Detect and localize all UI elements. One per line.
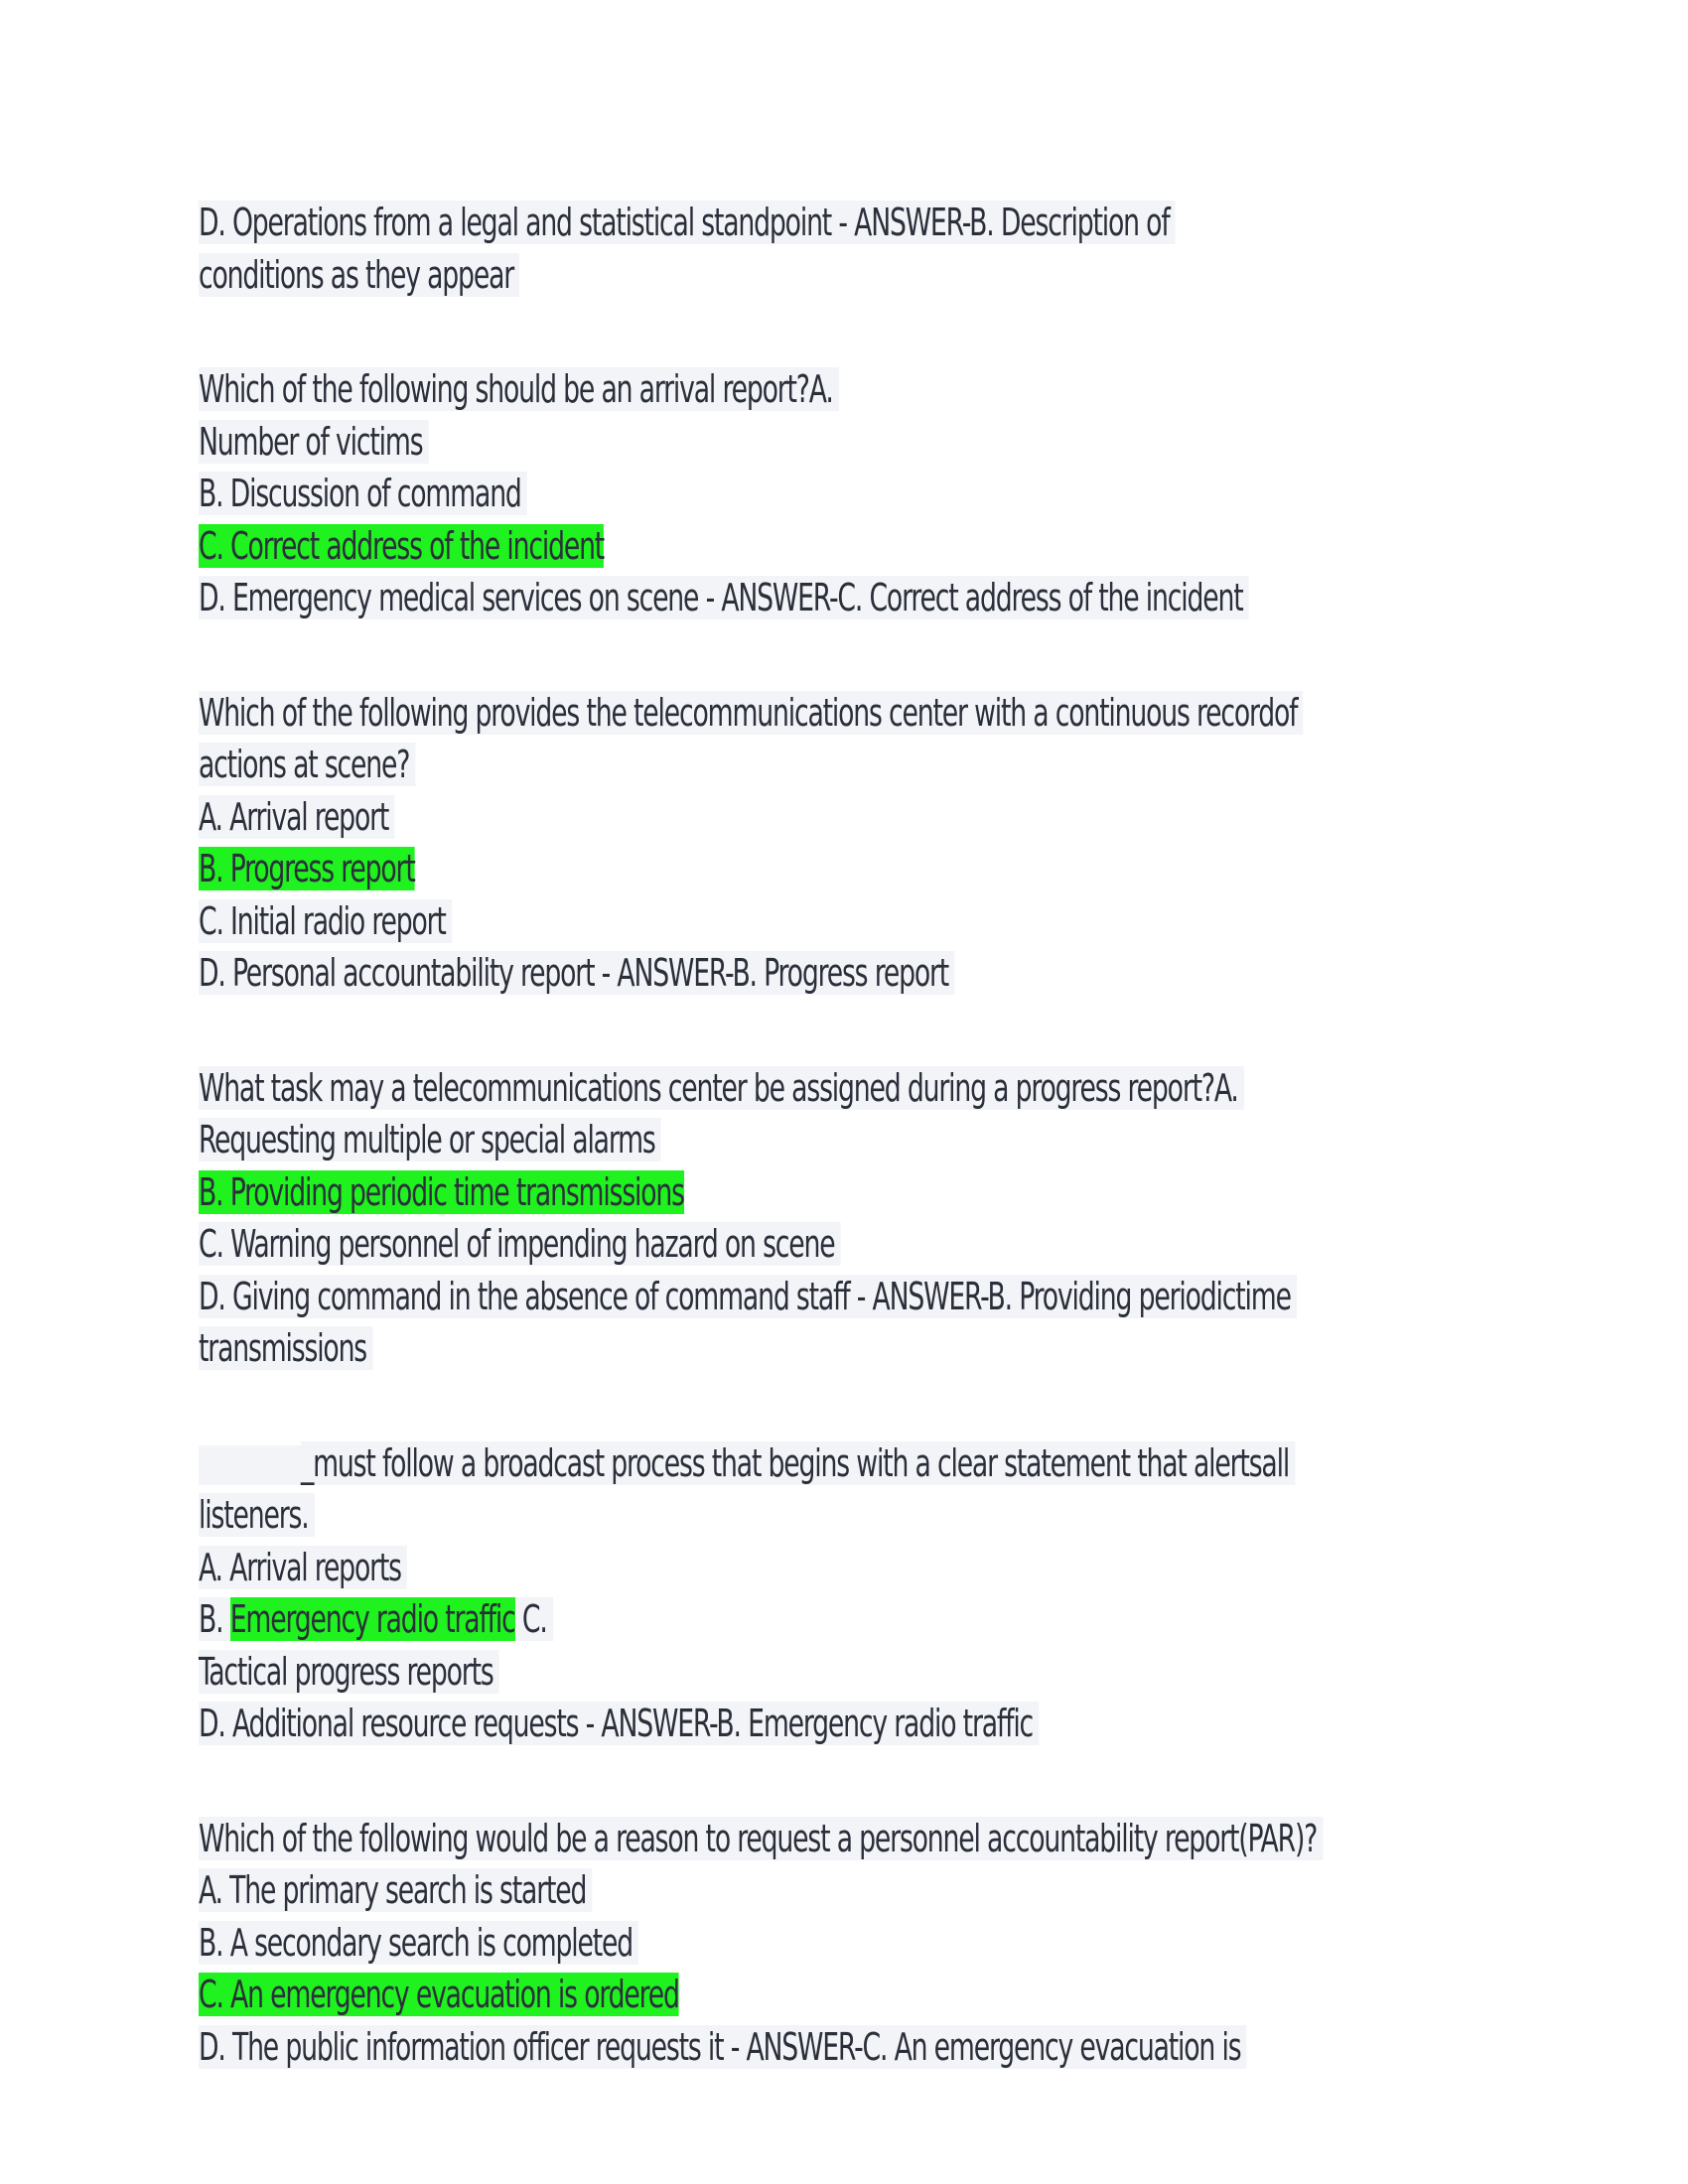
text-line: D. Operations from a legal and statistical standpoint - ANSWER-B. Description of xyxy=(199,197,1489,249)
question-block-4 xyxy=(199,1062,1489,1375)
correct-answer-option: C. An emergency evacuation is ordered xyxy=(199,1973,679,2016)
question-block-6 xyxy=(199,1813,1489,2074)
question-block-2 xyxy=(199,363,1489,624)
question-text: Which of the following should be an arrival report?A. xyxy=(199,363,1489,416)
answer-option: C. Initial radio report xyxy=(199,895,1489,948)
correct-answer-option: B. Providing periodic time transmissions xyxy=(199,1169,684,1214)
answer-option: A. Arrival report xyxy=(199,791,1489,844)
correct-answer-option xyxy=(199,1593,1489,1646)
correct-answer-highlight: Emergency radio traffic xyxy=(229,1597,515,1641)
document-body xyxy=(199,197,1489,2135)
fill-in-blank xyxy=(199,1445,301,1485)
answer-line: D. Emergency medical services on scene - ANSWER-C. Correct address of the incident xyxy=(199,572,1489,624)
answer-line: transmissions xyxy=(199,1322,1489,1375)
question-block-1 xyxy=(199,197,1489,301)
answer-option: Requesting multiple or special alarms xyxy=(199,1114,1489,1166)
answer-option: B. Discussion of command xyxy=(199,468,1489,520)
option-suffix: C. xyxy=(514,1597,547,1641)
question-text: Which of the following provides the telecommunications center with a continuous recordof xyxy=(199,687,1489,740)
answer-option: Tactical progress reports xyxy=(199,1646,1489,1699)
option-prefix: B. xyxy=(199,1597,230,1641)
question-text: What task may a telecommunications center be assigned during a progress report?A. xyxy=(199,1062,1489,1115)
question-text: listeners. xyxy=(199,1489,1489,1542)
answer-line: D. Giving command in the absence of command staff - ANSWER-B. Providing periodictime xyxy=(199,1271,1489,1323)
answer-option: B. A secondary search is completed xyxy=(199,1917,1489,1970)
answer-option: Number of victims xyxy=(199,416,1489,469)
answer-option: A. The primary search is started xyxy=(199,1864,1489,1917)
question-text: _must follow a broadcast process that begins with a clear statement that alertsall xyxy=(199,1437,1489,1490)
answer-option: C. Warning personnel of impending hazard on scene xyxy=(199,1218,1489,1271)
answer-line: D. Additional resource requests - ANSWER-B. Emergency radio traffic xyxy=(199,1698,1489,1750)
question-block-5 xyxy=(199,1437,1489,1750)
correct-answer-option: C. Correct address of the incident xyxy=(199,523,605,568)
option-text-with-highlight xyxy=(199,1597,553,1641)
answer-line: D. The public information officer requests it - ANSWER-C. An emergency evacuation is xyxy=(199,2021,1489,2074)
answer-option: A. Arrival reports xyxy=(199,1542,1489,1594)
answer-line: D. Personal accountability report - ANSWER-B. Progress report xyxy=(199,947,1489,1000)
question-text: actions at scene? xyxy=(199,739,1489,791)
question-block-3 xyxy=(199,687,1489,1000)
text-line: conditions as they appear xyxy=(199,249,1489,302)
correct-answer-option: B. Progress report xyxy=(199,847,415,890)
question-text: Which of the following would be a reason to request a personnel accountability report(PAR)? xyxy=(199,1813,1489,1865)
